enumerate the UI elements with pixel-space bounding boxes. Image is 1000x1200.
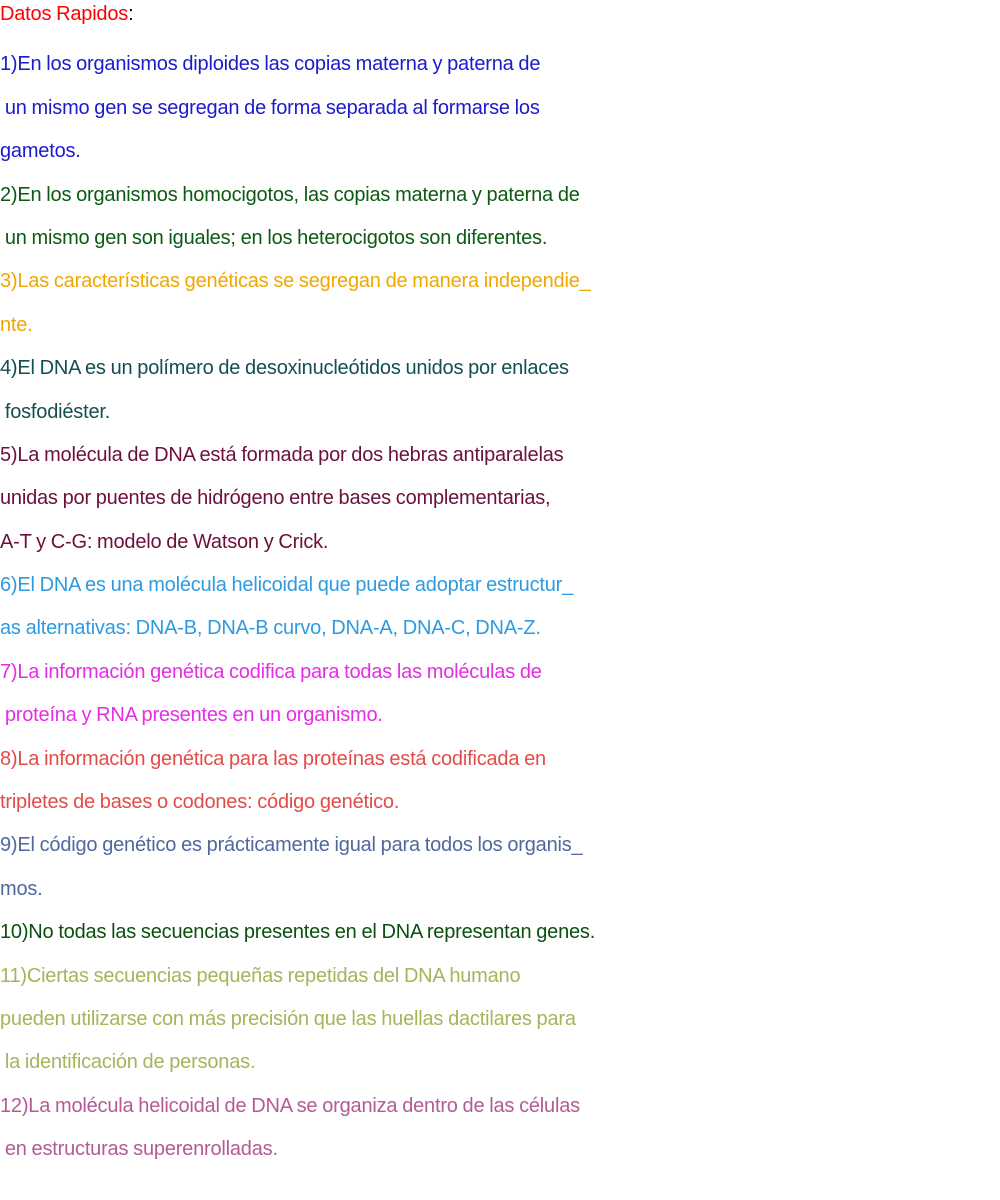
fact-line: 9)El código genético es prácticamente igual para todos los organis_ bbox=[0, 834, 583, 857]
fact-line: 4)El DNA es un polímero de desoxinucleótidos unidos por enlaces bbox=[0, 357, 569, 380]
fact-item-1 bbox=[0, 43, 1000, 173]
fact-line: mos. bbox=[0, 877, 43, 900]
fact-line: 11)Ciertas secuencias pequeñas repetidas del DNA humano bbox=[0, 964, 521, 987]
fact-line: la identificación de personas. bbox=[0, 1051, 256, 1074]
fact-item-10 bbox=[0, 911, 1000, 954]
page-title: Datos Rapidos bbox=[0, 3, 129, 25]
fact-item-12 bbox=[0, 1085, 1000, 1172]
fact-line: un mismo gen se segregan de forma separada al formarse los bbox=[0, 96, 540, 119]
fact-line: tripletes de bases o codones: código genético. bbox=[0, 791, 400, 814]
fact-line: 3)Las características genéticas se segregan de manera independie_ bbox=[0, 270, 591, 293]
fact-line: gametos. bbox=[0, 140, 81, 163]
fact-line: 2)En los organismos homocigotos, las copias materna y paterna de bbox=[0, 183, 580, 206]
fact-item-7 bbox=[0, 651, 1000, 738]
fact-item-2 bbox=[0, 174, 1000, 261]
fact-item-6 bbox=[0, 564, 1000, 651]
fact-line: pueden utilizarse con más precisión que las huellas dactilares para bbox=[0, 1007, 576, 1030]
fact-line: 10)No todas las secuencias presentes en el DNA representan genes. bbox=[0, 921, 596, 944]
fact-line: as alternativas: DNA-B, DNA-B curvo, DNA-A, DNA-C, DNA-Z. bbox=[0, 617, 541, 640]
fact-line: unidas por puentes de hidrógeno entre bases complementarias, bbox=[0, 487, 551, 510]
title-colon: : bbox=[128, 3, 134, 25]
fact-item-4 bbox=[0, 347, 1000, 434]
fact-line: proteína y RNA presentes en un organismo. bbox=[0, 704, 383, 727]
fact-line: A-T y C-G: modelo de Watson y Crick. bbox=[0, 530, 329, 553]
fact-line: 5)La molécula de DNA está formada por dos hebras antiparalelas bbox=[0, 443, 564, 466]
fact-line: un mismo gen son iguales; en los heterocigotos son diferentes. bbox=[0, 226, 548, 249]
facts-list bbox=[0, 43, 1000, 1171]
fact-line: 6)El DNA es una molécula helicoidal que puede adoptar estructur_ bbox=[0, 574, 574, 597]
fact-item-5 bbox=[0, 434, 1000, 564]
fact-item-3 bbox=[0, 260, 1000, 347]
fact-line: 1)En los organismos diploides las copias materna y paterna de bbox=[0, 53, 541, 76]
fact-line: en estructuras superenrolladas. bbox=[0, 1138, 278, 1161]
fact-item-11 bbox=[0, 955, 1000, 1085]
fact-line: nte. bbox=[0, 313, 33, 336]
fact-line: 8)La información genética para las proteínas está codificada en bbox=[0, 747, 546, 770]
fact-line: 12)La molécula helicoidal de DNA se organiza dentro de las células bbox=[0, 1094, 580, 1117]
fact-item-8 bbox=[0, 738, 1000, 825]
title-line bbox=[0, 0, 1000, 36]
fact-line: 7)La información genética codifica para todas las moléculas de bbox=[0, 660, 542, 683]
fact-item-9 bbox=[0, 824, 1000, 911]
fact-line: fosfodiéster. bbox=[0, 400, 111, 423]
